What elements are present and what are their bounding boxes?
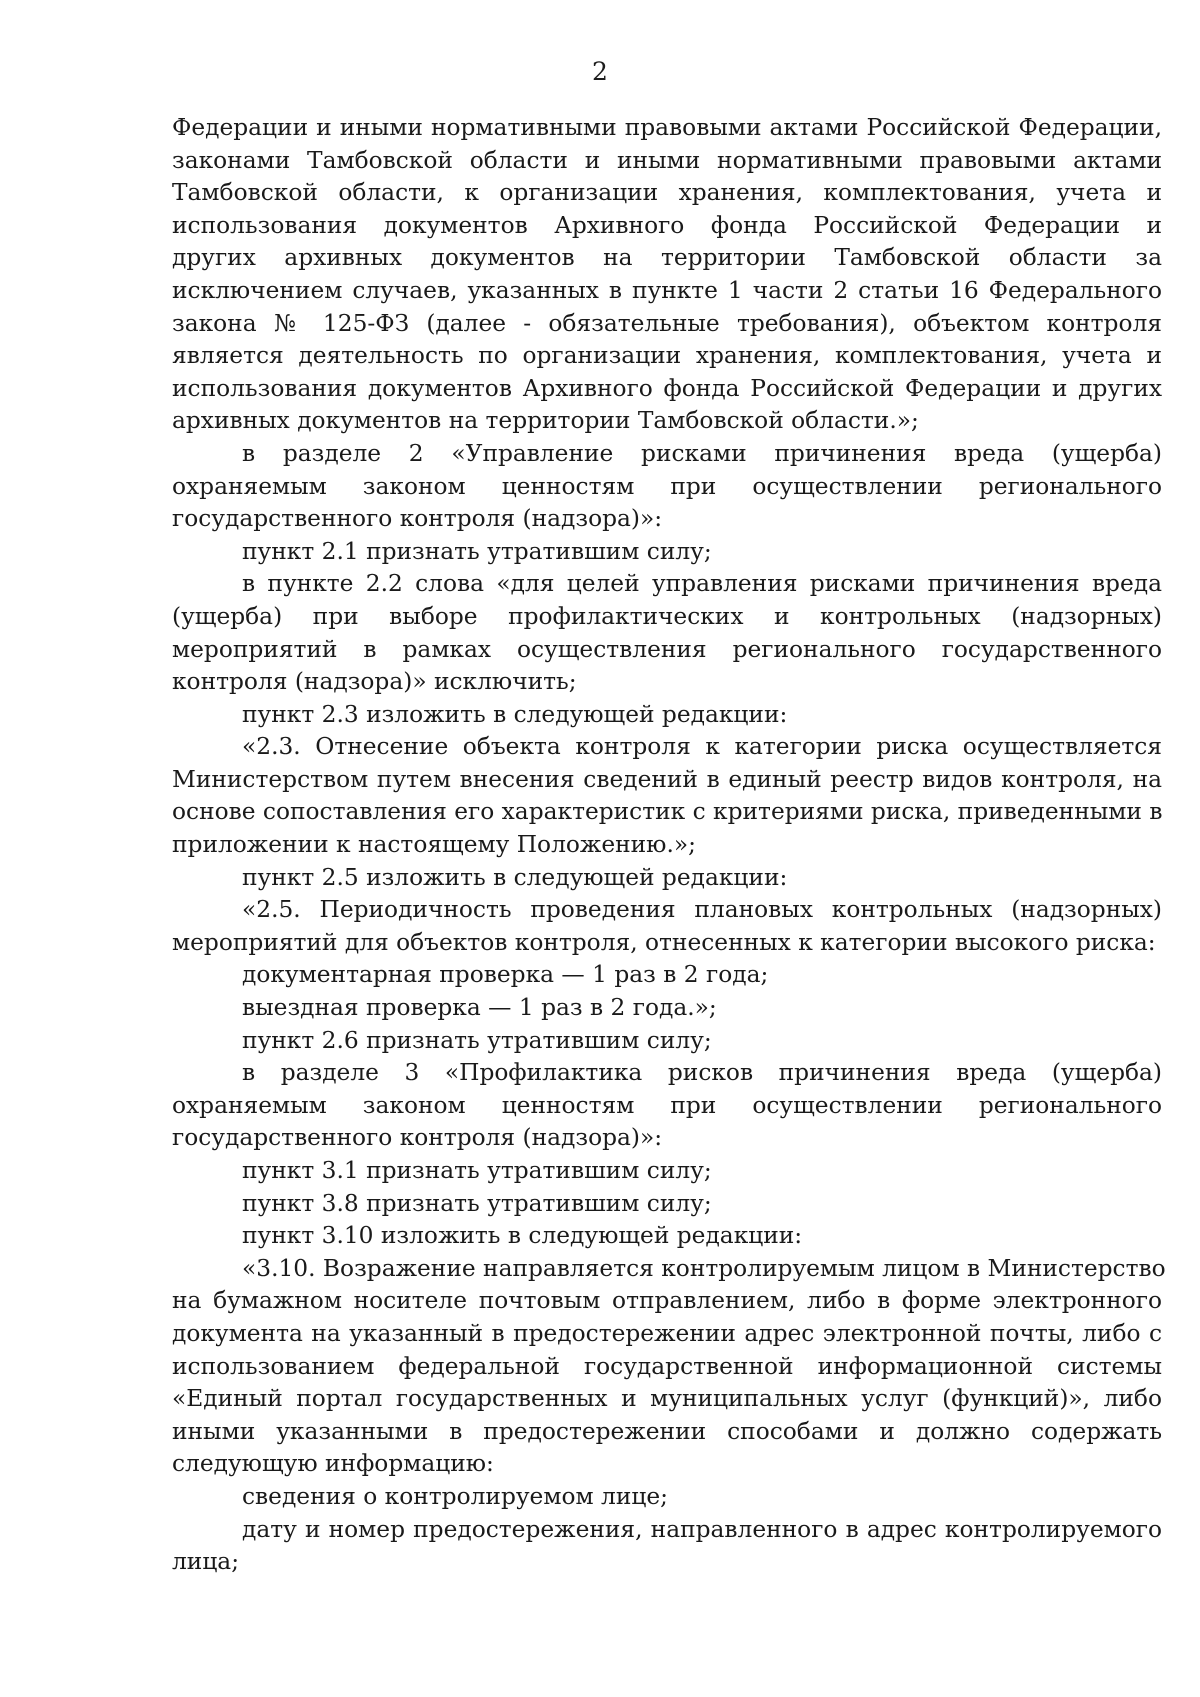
- text-line: исключением случаев, указанных в пункте 1 части 2 статьи 16 Федерального: [172, 276, 1162, 304]
- text-line: закона № 125-ФЗ (далее - обязательные требования), объектом контроля: [172, 309, 1162, 337]
- text-line: иными указанными в предостережении способами и должно содержать: [172, 1417, 1162, 1445]
- text-line: пункт 2.6 признать утратившим силу;: [242, 1026, 712, 1054]
- text-line: приложении к настоящему Положению.»;: [172, 831, 696, 859]
- text-line: Федерации и иными нормативными правовыми актами Российской Федерации,: [172, 114, 1162, 141]
- text-line: «2.3. Отнесение объекта контроля к категории риска осуществляется: [242, 733, 1162, 761]
- text-line: мероприятий для объектов контроля, отнесенных к категории высокого риска:: [172, 928, 1156, 956]
- text-line: «2.5. Периодичность проведения плановых контрольных (надзорных): [242, 896, 1162, 924]
- document-body: [172, 112, 1166, 1579]
- text-line: Тамбовской области, к организации хранения, комплектования, учета и: [172, 179, 1162, 207]
- text-line: в разделе 2 «Управление рисками причинения вреда (ущерба): [242, 439, 1162, 467]
- text-line: использования документов Архивного фонда Российской Федерации и других: [172, 374, 1162, 402]
- text-line: архивных документов на территории Тамбовской области.»;: [172, 407, 919, 435]
- text-line: пункт 3.8 признать утратившим силу;: [242, 1189, 712, 1217]
- text-line: использования документов Архивного фонда Российской Федерации и: [172, 211, 1162, 239]
- text-line: следующую информацию:: [172, 1450, 494, 1478]
- text-line: сведения о контролируемом лице;: [242, 1482, 668, 1510]
- text-line: других архивных документов на территории Тамбовской области за: [172, 244, 1162, 272]
- text-line: Министерством путем внесения сведений в единый реестр видов контроля, на: [172, 765, 1162, 793]
- text-line: в разделе 3 «Профилактика рисков причинения вреда (ущерба): [242, 1059, 1162, 1087]
- text-line: пункт 2.1 признать утратившим силу;: [242, 537, 712, 565]
- text-line: документарная проверка — 1 раз в 2 года;: [242, 961, 769, 989]
- text-line: лица;: [172, 1548, 240, 1576]
- text-line: контроля (надзора)» исключить;: [172, 668, 577, 696]
- text-line: мероприятий в рамках осуществления регионального государственного: [172, 635, 1162, 663]
- text-line: выездная проверка — 1 раз в 2 года.»;: [242, 994, 717, 1022]
- text-line: основе сопоставления его характеристик с критериями риска, приведенными в: [172, 798, 1163, 826]
- text-line: «Единый портал государственных и муниципальных услуг (функций)», либо: [172, 1385, 1162, 1413]
- text-line: «3.10. Возражение направляется контролируемым лицом в Министерство: [242, 1254, 1166, 1282]
- text-line: охраняемым законом ценностям при осуществлении регионального: [172, 472, 1162, 500]
- text-line: использованием федеральной государственной информационной системы: [172, 1352, 1162, 1380]
- text-line: государственного контроля (надзора)»:: [172, 505, 663, 533]
- text-line: законами Тамбовской области и иными нормативными правовыми актами: [172, 146, 1162, 174]
- page-number: 2: [592, 57, 608, 86]
- text-line: документа на указанный в предостережении адрес электронной почты, либо с: [172, 1319, 1162, 1347]
- text-line: дату и номер предостережения, направленного в адрес контролируемого: [242, 1515, 1162, 1543]
- text-line: пункт 2.3 изложить в следующей редакции:: [242, 700, 788, 728]
- text-line: является деятельность по организации хранения, комплектования, учета и: [172, 342, 1162, 370]
- text-line: пункт 2.5 изложить в следующей редакции:: [242, 863, 788, 891]
- text-line: на бумажном носителе почтовым отправлением, либо в форме электронного: [172, 1287, 1162, 1315]
- text-line: пункт 3.1 признать утратившим силу;: [242, 1157, 712, 1184]
- text-line: (ущерба) при выборе профилактических и контрольных (надзорных): [172, 602, 1162, 630]
- text-line: пункт 3.10 изложить в следующей редакции:: [242, 1222, 803, 1250]
- text-line: охраняемым законом ценностям при осуществлении регионального: [172, 1091, 1162, 1119]
- text-line: в пункте 2.2 слова «для целей управления рисками причинения вреда: [242, 570, 1162, 598]
- text-line: государственного контроля (надзора)»:: [172, 1124, 663, 1152]
